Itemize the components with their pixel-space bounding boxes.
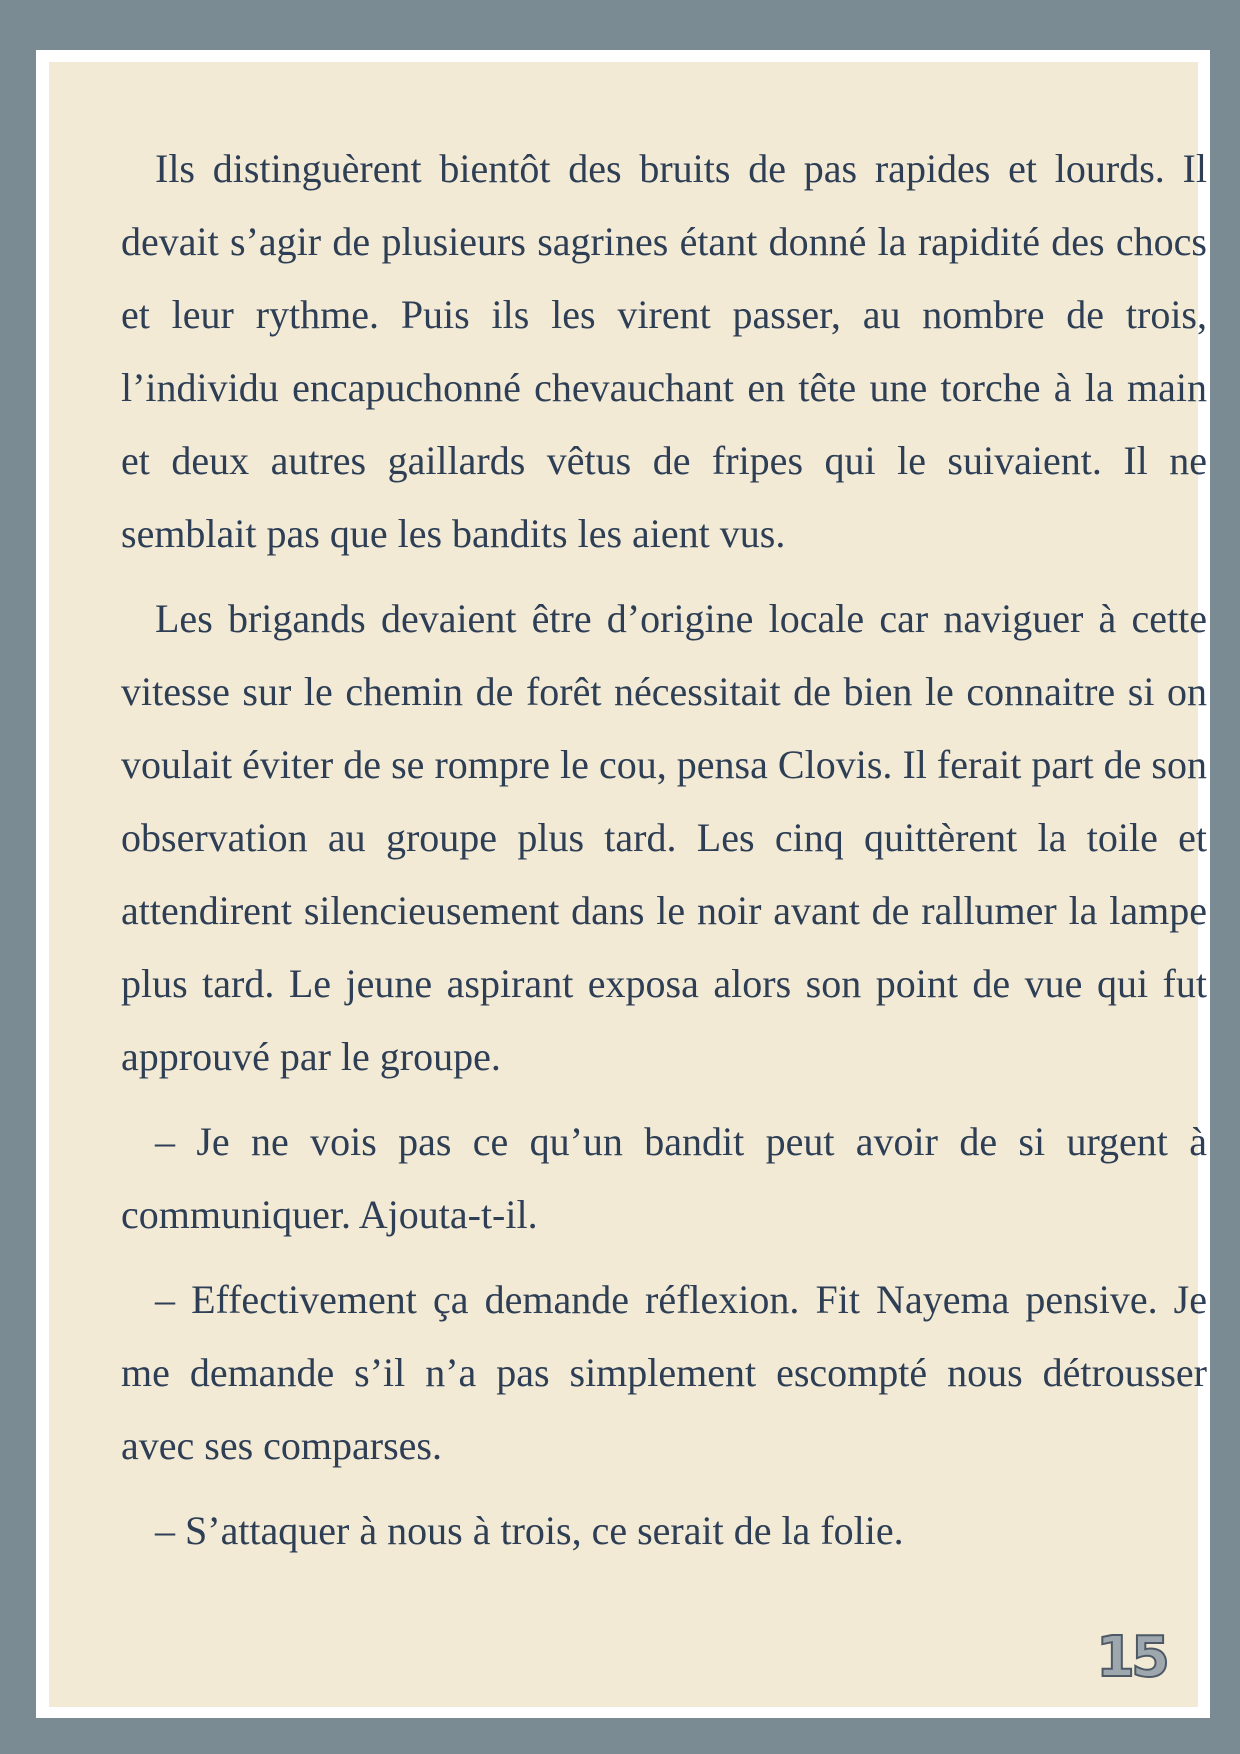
paragraph: – S’attaquer à nous à trois, ce serait de la folie. [155,1508,904,1553]
page-number: 15 [1096,1625,1166,1690]
book-page [49,62,1207,1707]
paragraph: Ils distinguèrent bientôt des bruits de pas rapides et lourds. Il devait s’agir de plusieurs sagrines étant donné la rapidité des chocs et leur rythme. Puis ils les virent passer, au nombre de trois, l’individu encapuchonné chevauchant en tête une torche à la main et deux autres gaillards vêtus de fripes qui le suivaient. Il ne semblait pas que les bandits les aient vus. [121,146,1207,556]
paragraph: – Je ne vois pas ce qu’un bandit peut avoir de si urgent à communiquer. Ajouta-t-il. [121,1119,1207,1237]
paragraph: – Effectivement ça demande réflexion. Fit Nayema pensive. Je me demande s’il n’a pas simplement escompté nous détrousser avec ses comparses. [121,1277,1207,1468]
paragraph: Les brigands devaient être d’origine locale car naviguer à cette vitesse sur le chemin de forêt nécessitait de bien le connaitre si on voulait éviter de se rompre le cou, pensa Clovis. Il ferait part de son observation au groupe plus tard. Les cinq quittèrent la toile et attendirent silencieusement dans le noir avant de rallumer la lampe plus tard. Le jeune aspirant exposa alors son point de vue qui fut approuvé par le groupe. [121,596,1207,1079]
body-text [121,132,1207,1579]
